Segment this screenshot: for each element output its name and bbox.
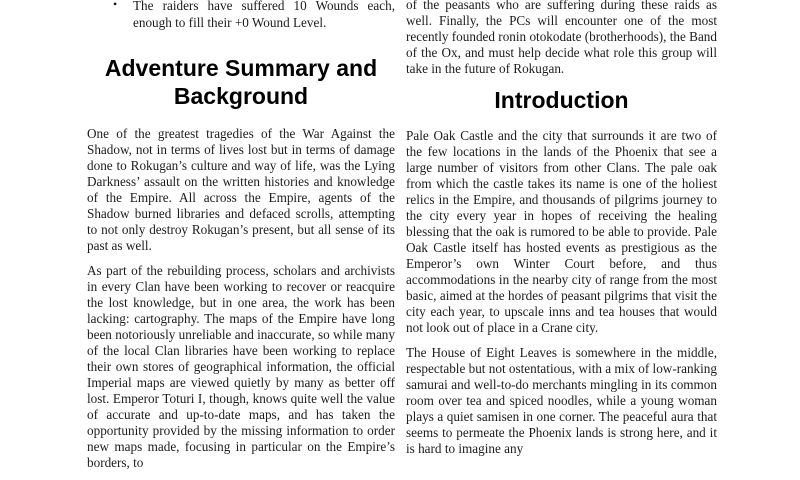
body-paragraph-fragment: of the peasants who are suffering during these raids as well. Finally, the PCs will encounter one of the most recently founded ronin otokodate (brotherhoods), the Band of the Ox, and must help decide what role this group will take in the future of Rokugan. <box>406 0 717 76</box>
bullet-item <box>87 0 395 31</box>
right-column <box>406 0 717 466</box>
body-paragraph: The House of Eight Leaves is somewhere in the middle, respectable but not ostentatious, with a mix of low-ranking samurai and well-to-do merchants mingling in its common room over tea and spiced noodles, while a young woman plays a quiet samisen in one corner. The peaceful aura that seems to permeate the Phoenix lands is strong here, and it is hard to imagine any <box>406 345 717 456</box>
section-heading-introduction: Introduction <box>494 87 629 113</box>
body-paragraph: As part of the rebuilding process, scholars and archivists in every Clan have been working to recover or reacquire the lost knowledge, but in one area, the work has been lacking: cartography. The maps of the Empire have long been notoriously unreliable and inaccurate, so while many of the local Clan libraries have been working to replace their own stores of geographical information, the official Imperial maps are viewed quietly by many as better off lost. Emperor Toturi I, though, knows quite well the value of accurate and up-to-date maps, and has taken the opportunity provided by the missing information to order new maps made, focusing in particular on the Empire’s borders, to <box>87 263 395 470</box>
bullet-list <box>87 0 395 31</box>
bullet-icon: • <box>113 0 118 11</box>
left-column <box>87 0 395 480</box>
bullet-item-text: The raiders have suffered 10 Wounds each, enough to fill their +0 Wound Level. <box>133 0 395 30</box>
body-paragraph: Pale Oak Castle and the city that surrounds it are two of the few locations in the lands of the Phoenix that see a large number of visitors from other Clans. The pale oak from which the castle takes its name is one of the holiest relics in the Empire, and thousands of pilgrims journey to the city every year in hopes of receiving the healing blessing that the oak is rumored to be able to provide. Pale Oak Castle itself has hosted events as prestigious as the Emperor’s own Winter Court before, and thus accommodations in the nearby city of range from the most basic, aimed at the hordes of peasant pilgrims that visit the city each year, to upscale inns and tea houses that would not look out of place in a Crane city. <box>406 128 717 335</box>
body-paragraph: One of the greatest tragedies of the War Against the Shadow, not in terms of lives lost but in terms of damage done to Rokugan’s culture and way of life, was the Lying Darkness’ assault on the written histories and knowledge of the Empire. All across the Empire, agents of the Shadow burned libraries and defaced scrolls, attempting to not only destroy Rokugan’s present, but all sense of its past as well. <box>87 126 395 253</box>
section-heading-adventure-summary: Adventure Summary and Background <box>104 55 378 109</box>
